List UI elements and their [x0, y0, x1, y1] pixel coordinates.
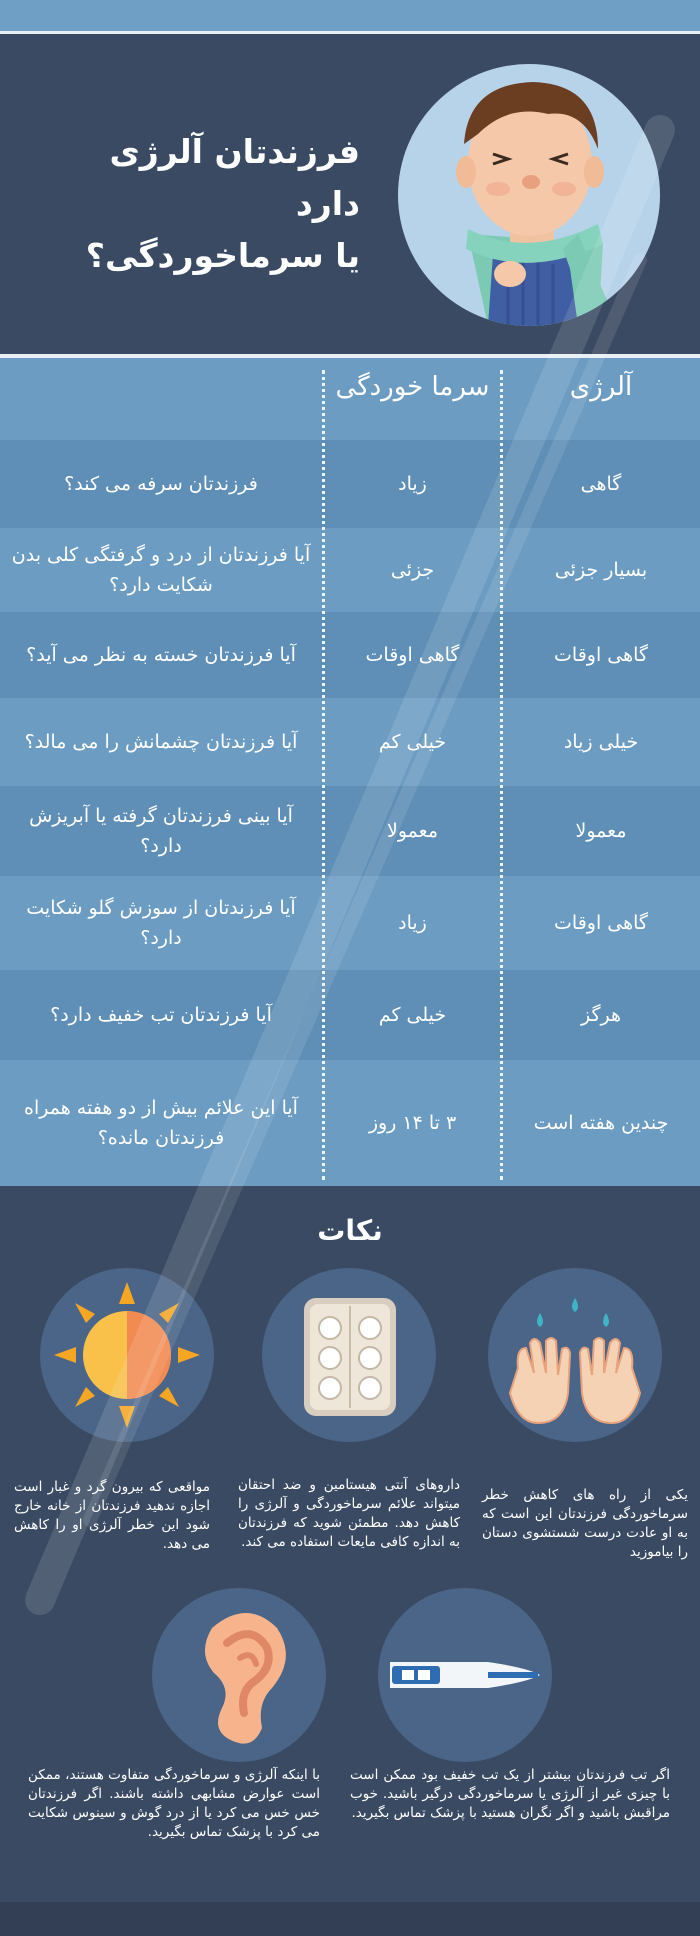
allergy-value: خیلی زیاد: [563, 731, 639, 753]
tip-text-handwashing: یکی از راه های کاهش خطر سرماخوردگی فرزندتان این است که به او عادت درست شستشوی دستان را بیاموزید: [482, 1487, 688, 1560]
title-line-1: فرزندتان آلرژی دارد: [109, 132, 360, 223]
sick-boy-icon: [398, 64, 660, 326]
wet-hands-icon: [488, 1268, 662, 1442]
sick-boy-illustration: [398, 64, 660, 326]
cold-value: معمولا: [387, 820, 438, 842]
allergy-value: بسیار جزئی: [554, 559, 648, 581]
notes-section: [0, 1186, 700, 1902]
ear-circle: [152, 1588, 326, 1762]
column-divider: [322, 370, 325, 1180]
ear-icon: [152, 1588, 326, 1762]
cold-value: گاهی اوقات: [365, 644, 460, 666]
table-row: [0, 698, 700, 786]
table-row: [0, 612, 700, 698]
hands-circle: [488, 1268, 662, 1442]
allergy-value: گاهی اوقات: [554, 644, 648, 666]
tip-text-medication: داروهای آنتی هیستامین و ضد احتقان میتواند علائم سرماخوردگی و آلرژی را کاهش دهد. مطمئن شوید که فرزندتان به اندازه کافی مایعات استفاده می کند.: [238, 1477, 460, 1550]
cold-value: زیاد: [398, 912, 427, 934]
sun-icon: [40, 1268, 214, 1442]
cold-value: زیاد: [398, 473, 427, 495]
bottom-bar: [0, 1902, 700, 1936]
tip-text-symptoms: با اینکه آلرژی و سرماخوردگی متفاوت هستند، ممکن است عوارض مشابهی داشته باشند. اگر فرزندتان خس خس می کرد یا از درد گوش و سینوس شکایت می کرد با پزشک تماس بگیرید.: [28, 1767, 320, 1840]
tip-text-dust: مواقعی که بیرون گرد و غبار است اجازه ندهید فرزندتان از خانه خارج شود این خطر آلرژی او را کاهش می دهد.: [14, 1479, 210, 1552]
allergy-value: گاهی اوقات: [554, 912, 648, 934]
allergy-value: هرگز: [580, 1004, 622, 1026]
pills-circle: [262, 1268, 436, 1442]
allergy-value: چندین هفته است: [533, 1112, 669, 1134]
column-header-cold: سرما خوردگی: [335, 372, 490, 402]
question: آیا بینی فرزندتان گرفته یا آبریزش دارد؟: [29, 805, 293, 857]
table-row: [0, 1060, 700, 1186]
question: آیا فرزندتان تب خفیف دارد؟: [50, 1004, 272, 1026]
cold-value: خیلی کم: [378, 731, 447, 753]
sun-circle: [40, 1268, 214, 1442]
table-row: [0, 440, 700, 528]
table-row: [0, 528, 700, 612]
title-line-2: یا سرماخوردگی؟: [85, 236, 360, 275]
tip-text-fever: اگر تب فرزندتان بیشتر از یک تب خفیف بود ممکن است با چیزی غیر از آلرژی یا سرماخوردگی درگیر باشید. خوب مراقبش باشید و اگر نگران هستید با پزشک تماس بگیرید.: [350, 1767, 670, 1821]
table-header: [0, 358, 700, 440]
table-row: [0, 786, 700, 876]
cold-value: ۳ تا ۱۴ روز: [368, 1112, 457, 1134]
column-divider: [500, 370, 503, 1180]
allergy-value: معمولا: [575, 820, 627, 842]
header: [0, 36, 700, 356]
thermometer-circle: [378, 1588, 552, 1762]
question: آیا این علائم بیش از دو هفته همراه فرزندتان مانده؟: [24, 1097, 298, 1149]
question: آیا فرزندتان چشمانش را می مالد؟: [24, 731, 298, 753]
question: فرزندتان سرفه می کند؟: [64, 473, 258, 495]
top-bar: [0, 0, 700, 34]
pill-pack-icon: [262, 1268, 436, 1442]
table-row: [0, 970, 700, 1060]
question: آیا فرزندتان از درد و گرفتگی کلی بدن شکایت دارد؟: [11, 544, 311, 596]
notes-title: نکات: [317, 1214, 383, 1247]
column-header-allergy: آلرژی: [569, 372, 633, 402]
question: آیا فرزندتان از سوزش گلو شکایت دارد؟: [26, 897, 296, 949]
page-title: [40, 126, 360, 282]
allergy-value: گاهی: [580, 473, 622, 495]
cold-value: جزئی: [390, 559, 435, 581]
comparison-table: [0, 358, 700, 1186]
cold-value: خیلی کم: [378, 1004, 447, 1026]
table-row: [0, 876, 700, 970]
question: آیا فرزندتان خسته به نظر می آید؟: [26, 644, 296, 666]
thermometer-icon: [378, 1588, 552, 1762]
